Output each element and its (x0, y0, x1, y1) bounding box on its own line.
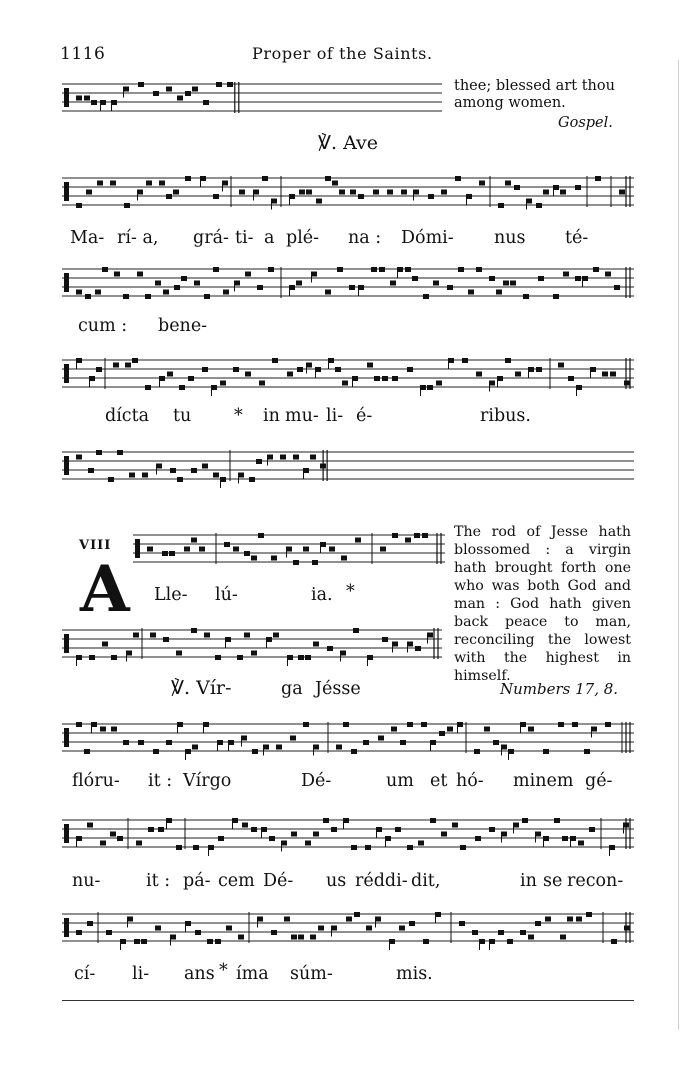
lyric-syllable: dit, (411, 871, 441, 891)
gospel-text-line-2: among women. (454, 95, 566, 111)
verse-symbol: ℣. (318, 132, 338, 154)
chant-staff-6 (133, 527, 445, 577)
lyric-syllable: tu (173, 406, 192, 426)
lyric-syllable: té- (565, 228, 589, 248)
lyric-syllable: Vír- (196, 677, 232, 699)
margin-rule (678, 60, 679, 1030)
lyric-syllable: * (234, 406, 243, 426)
lyric-syllable: na : (348, 228, 382, 248)
chant-staff-2 (62, 170, 634, 220)
chant-staff-10 (62, 906, 634, 956)
lyric-syllable: súm- (290, 964, 333, 984)
lyric-syllable: pá- (183, 871, 211, 891)
lyric-syllable: cem (218, 871, 255, 891)
verse-virga (171, 677, 231, 699)
lyric-syllable: mu- (285, 406, 319, 426)
bottom-rule (62, 1000, 634, 1001)
lyric-syllable: íma (236, 964, 269, 984)
lyric-syllable: Dómi- (401, 228, 454, 248)
lyric-syllable: recon- (567, 871, 624, 891)
lyric-syllable: * (346, 582, 355, 602)
gospel-text-line-1: thee; blessed art thou (454, 78, 615, 94)
lyric-syllable: ia. (311, 585, 333, 605)
page-number: 1116 (60, 44, 106, 64)
lyric-syllable: grá- (193, 228, 229, 248)
chant-staff-1 (62, 76, 442, 126)
lyric-syllable: a (264, 228, 275, 248)
gospel-label: Gospel. (558, 115, 613, 131)
lyric-syllable: se (543, 871, 563, 891)
lyric-syllable: Lle- (154, 585, 188, 605)
lyric-syllable: * (219, 961, 228, 981)
lyric-syllable: li- (132, 964, 150, 984)
chant-staff-3 (62, 261, 634, 311)
lyric-syllable: lú- (215, 585, 238, 605)
lyric-syllable: Dé- (263, 871, 294, 891)
chant-staff-8 (62, 716, 634, 766)
lyric-syllable: minem (513, 771, 574, 791)
lyric-syllable: plé- (286, 228, 320, 248)
lyric-syllable: cí- (74, 964, 96, 984)
lyric-syllable: rí- a, (117, 228, 159, 248)
lyric-syllable: gé- (585, 771, 613, 791)
lyric-syllable: Vírgo (183, 771, 232, 791)
lyric-syllable: flóru- (72, 771, 120, 791)
verse-symbol: ℣. (171, 677, 191, 699)
lyric-syllable: it : (146, 871, 171, 891)
lyric-syllable: in (520, 871, 537, 891)
lyric-syllable: dícta (105, 406, 150, 426)
lyric-syllable: it : (148, 771, 173, 791)
lyric-syllable: ans (184, 964, 215, 984)
scripture-reference: Numbers 17, 8. (500, 680, 619, 698)
lyric-syllable: nus (494, 228, 526, 248)
lyric-syllable: ti- (235, 228, 254, 248)
initial-letter: A (80, 552, 130, 627)
lyric-syllable: ga (281, 679, 303, 699)
lyric-syllable: in (263, 406, 280, 426)
lyric-syllable: Dé- (301, 771, 332, 791)
lyric-syllable: ribus. (480, 406, 531, 426)
lyric-syllable: cum : (78, 316, 128, 336)
lyric-syllable: Jésse (315, 679, 361, 699)
lyric-syllable: hó- (456, 771, 484, 791)
chant-staff-7 (62, 622, 442, 672)
translation-paragraph: The rod of Jesse hath blossomed : a virgin hath brought forth one who was both God and man : God hath given back peace to man, reconciling the lowest with the highest in himself. (454, 524, 631, 684)
chant-staff-5 (62, 444, 634, 494)
lyric-syllable: Ma- (70, 228, 105, 248)
mode-label: VIII (79, 538, 112, 553)
chant-staff-4 (62, 352, 634, 402)
lyric-syllable: réddi- (355, 871, 408, 891)
lyric-syllable: bene- (158, 316, 208, 336)
verse-ave (318, 132, 378, 154)
lyric-syllable: nu- (72, 871, 101, 891)
lyric-syllable: é- (356, 406, 373, 426)
page-title: Proper of the Saints. (252, 44, 433, 63)
lyric-syllable: us (326, 871, 347, 891)
chant-staff-9 (62, 812, 634, 862)
lyric-syllable: et (430, 771, 448, 791)
verse-ave-text: Ave (343, 132, 379, 154)
lyric-syllable: li- (326, 406, 344, 426)
lyric-syllable: um (386, 771, 414, 791)
lyric-syllable: mis. (396, 964, 433, 984)
